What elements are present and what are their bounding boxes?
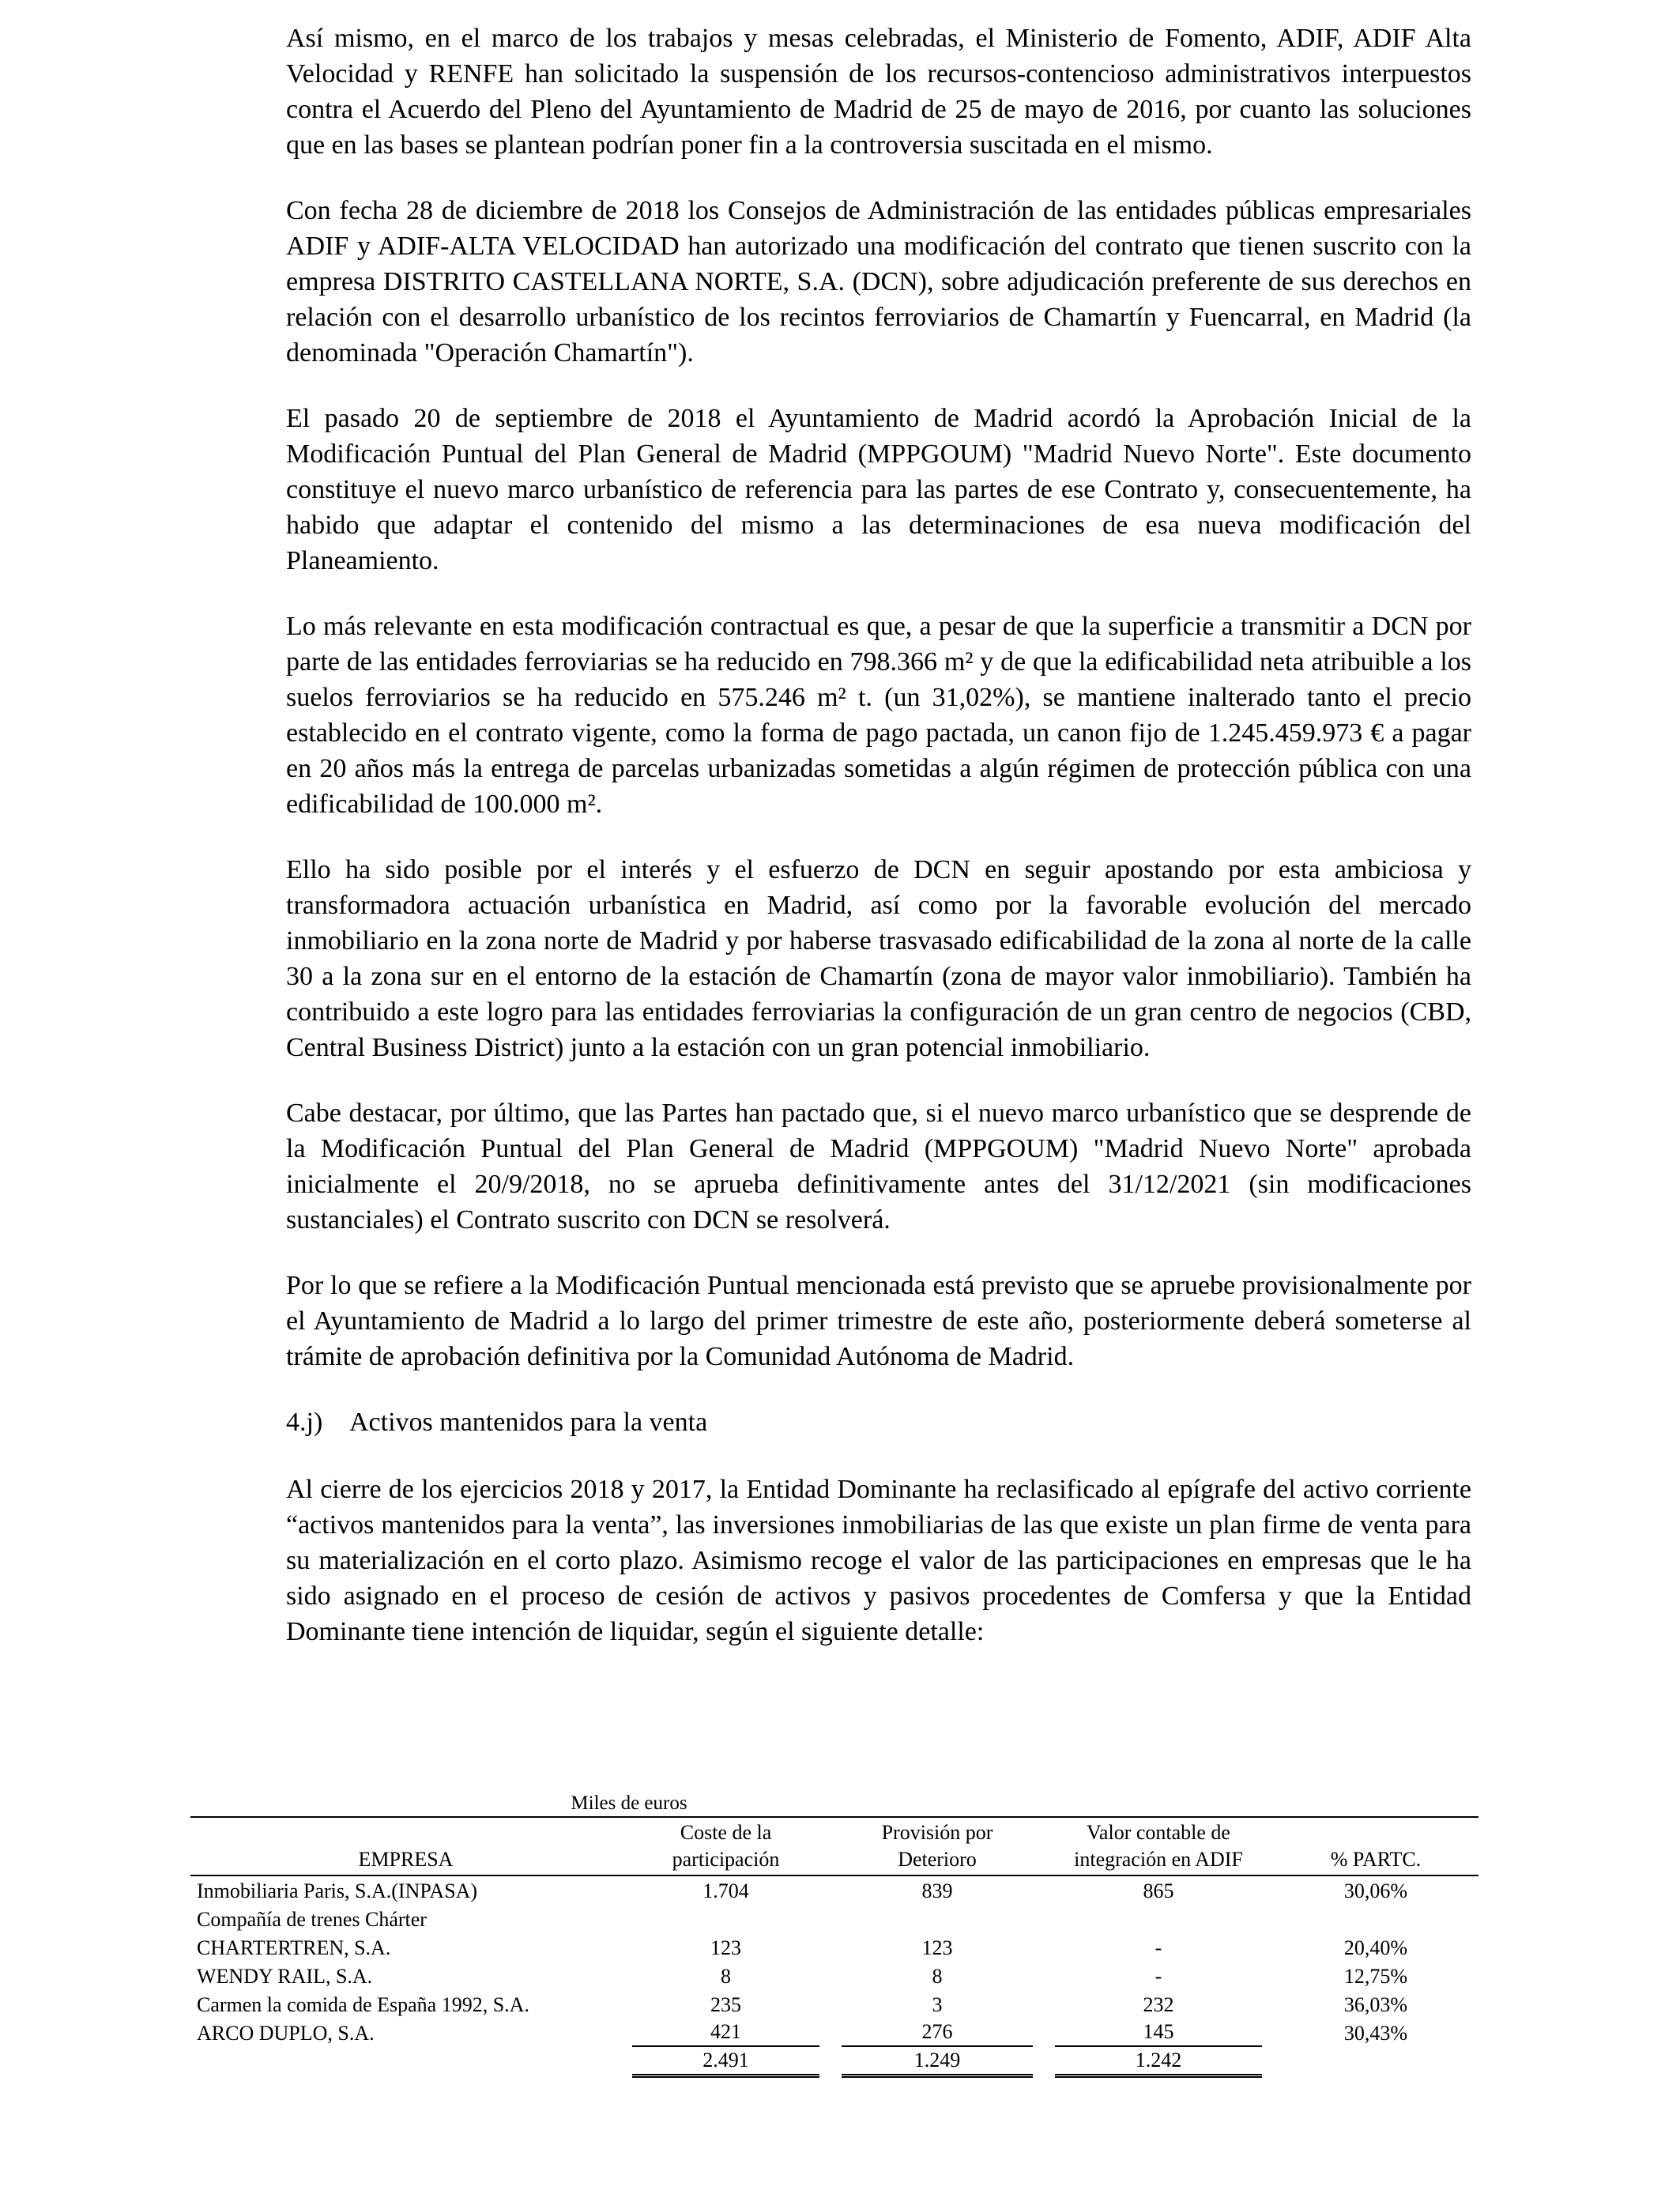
table-row (190, 2019, 1478, 2047)
cell-empresa: Compañía de trenes Chárter (197, 1908, 427, 1931)
cell-partc (1273, 1905, 1478, 1933)
cell-valor: - (1155, 1965, 1162, 1988)
cell-partc: 12,75% (1343, 1965, 1408, 1988)
paragraph-7: Por lo que se refiere a la Modificación Puntual mencionada está previsto que se apruebe provisionalmente por el Ayuntamiento de Madrid a lo largo del primer trimestre de este año, posteriormente deberá someterse al trámite de aprobación definitiva por la Comunidad Autónoma de Madrid. (286, 1271, 1471, 1371)
total-provision: 1.249 (831, 2047, 1044, 2078)
cell-empresa: ARCO DUPLO, S.A. (197, 2022, 375, 2045)
holdings-table (190, 1816, 1478, 2078)
cell-provision (831, 1905, 1044, 1933)
section-paragraph: Al cierre de los ejercicios 2018 y 2017, la Entidad Dominante ha reclasificado al epígrafe del activo corriente “activos mantenidos para la venta”, las inversiones inmobiliarias de las que existe un plan firme de venta para su materialización en el corto plazo. Asimismo recoge el valor de las participaciones en empresas que le ha sido asignado en el proceso de cesión de activos y pasivos procedentes de Comfersa y que la Entidad Dominante tiene intención de liquidar, según el siguiente detalle: (286, 1475, 1471, 1646)
cell-valor: 865 (1143, 1879, 1174, 1902)
section-number: 4.j) (286, 1408, 323, 1437)
table-row (190, 1962, 1478, 1990)
cell-partc: 30,06% (1343, 1879, 1408, 1902)
cell-provision: 839 (921, 1879, 953, 1902)
table-caption: Miles de euros (571, 1793, 687, 1814)
cell-provision: 276 (831, 2019, 1044, 2047)
cell-valor (1044, 1905, 1273, 1933)
header-partc: % PARTC. (1273, 1817, 1478, 1875)
cell-empresa: CHARTERTREN, S.A. (197, 1936, 391, 1959)
header-valor: Valor contable de integración en ADIF (1044, 1817, 1273, 1875)
cell-coste (621, 1905, 831, 1933)
total-coste: 2.491 (621, 2047, 831, 2078)
table-row (190, 1875, 1478, 1905)
cell-partc: 30,43% (1343, 2022, 1408, 2045)
cell-partc: 36,03% (1343, 1993, 1408, 2016)
header-empresa: EMPRESA (190, 1817, 621, 1875)
cell-empresa: Carmen la comida de España 1992, S.A. (197, 1993, 529, 2016)
paragraph-3: El pasado 20 de septiembre de 2018 el Ayuntamiento de Madrid acordó la Aprobación Inicial de la Modificación Puntual del Plan General de Madrid (MPPGOUM) "Madrid Nuevo Norte". Este documento constituye el nuevo marco urbanístico de referencia para las partes de ese Contrato y, consecuentemente, ha habido que adaptar el contenido del mismo a las determinaciones de esa nueva modificación del Planeamiento. (286, 404, 1471, 575)
cell-empresa: WENDY RAIL, S.A. (197, 1965, 373, 1988)
total-valor: 1.242 (1044, 2047, 1273, 2078)
section-heading (286, 1404, 1471, 1440)
totals-row (190, 2047, 1478, 2078)
document-page (286, 21, 1471, 1679)
cell-empresa: Inmobiliaria Paris, S.A.(INPASA) (197, 1879, 478, 1902)
cell-valor: 145 (1044, 2019, 1273, 2047)
header-provision: Provisión por Deterioro (831, 1817, 1044, 1875)
section-title: Activos mantenidos para la venta (349, 1408, 708, 1437)
cell-valor: - (1155, 1936, 1162, 1959)
header-coste: Coste de la participación (621, 1817, 831, 1875)
cell-coste: 421 (621, 2019, 831, 2047)
paragraph-1: Así mismo, en el marco de los trabajos y mesas celebradas, el Ministerio de Fomento, ADIF, ADIF Alta Velocidad y RENFE han solicitado la suspensión de los recursos-contencioso administrativos interpuestos contra el Acuerdo del Pleno del Ayuntamiento de Madrid de 25 de mayo de 2016, por cuanto las soluciones que en las bases se plantean podrían poner fin a la controversia suscitada en el mismo. (286, 24, 1471, 160)
cell-provision: 3 (932, 1993, 943, 2016)
cell-provision: 123 (921, 1936, 953, 1959)
paragraph-5: Ello ha sido posible por el interés y el esfuerzo de DCN en seguir apostando por esta ambiciosa y transformadora actuación urbanística en Madrid, así como por la favorable evolución del mercado inmobiliario en la zona norte de Madrid y por haberse trasvasado edificabilidad de la zona al norte de la calle 30 a la zona sur en el entorno de la estación de Chamartín (zona de mayor valor inmobiliario). También ha contribuido a este logro para las entidades ferroviarias la configuración de un gran centro de negocios (CBD, Central Business District) junto a la estación con un gran potencial inmobiliario. (286, 855, 1471, 1062)
cell-valor: 232 (1143, 1993, 1174, 2016)
holdings-table-container (190, 1791, 1478, 2078)
paragraph-4: Lo más relevante en esta modificación contractual es que, a pesar de que la superficie a transmitir a DCN por parte de las entidades ferroviarias se ha reducido en 798.366 m² y de que la edificabilidad neta atribuible a los suelos ferroviarios se ha reducido en 575.246 m² t. (un 31,02%), se mantiene inalterado tanto el precio establecido en el contrato vigente, como la forma de pago pactada, un canon fijo de 1.245.459.973 € a pagar en 20 años más la entrega de parcelas urbanizadas sometidas a algún régimen de protección pública con una edificabilidad de 100.000 m². (286, 612, 1471, 819)
cell-coste: 1.704 (703, 1879, 749, 1902)
cell-coste: 235 (710, 1993, 741, 2016)
table-row (190, 1905, 1478, 1933)
table-row (190, 1990, 1478, 2019)
table-row (190, 1933, 1478, 1962)
cell-coste: 8 (721, 1965, 731, 1988)
cell-partc: 20,40% (1343, 1936, 1408, 1959)
cell-provision: 8 (932, 1965, 943, 1988)
cell-coste: 123 (710, 1936, 741, 1959)
paragraph-2: Con fecha 28 de diciembre de 2018 los Consejos de Administración de las entidades públicas empresariales ADIF y ADIF-ALTA VELOCIDAD han autorizado una modificación del contrato que tienen suscrito con la empresa DISTRITO CASTELLANA NORTE, S.A. (DCN), sobre adjudicación preferente de sus derechos en relación con el desarrollo urbanístico de los recintos ferroviarios de Chamartín y Fuencarral, en Madrid (la denominada "Operación Chamartín"). (286, 196, 1471, 368)
paragraph-6: Cabe destacar, por último, que las Partes han pactado que, si el nuevo marco urbanístico que se desprende de la Modificación Puntual del Plan General de Madrid (MPPGOUM) "Madrid Nuevo Norte" aprobada inicialmente el 20/9/2018, no se aprueba definitivamente antes del 31/12/2021 (sin modificaciones sustanciales) el Contrato suscrito con DCN se resolverá. (286, 1099, 1471, 1235)
